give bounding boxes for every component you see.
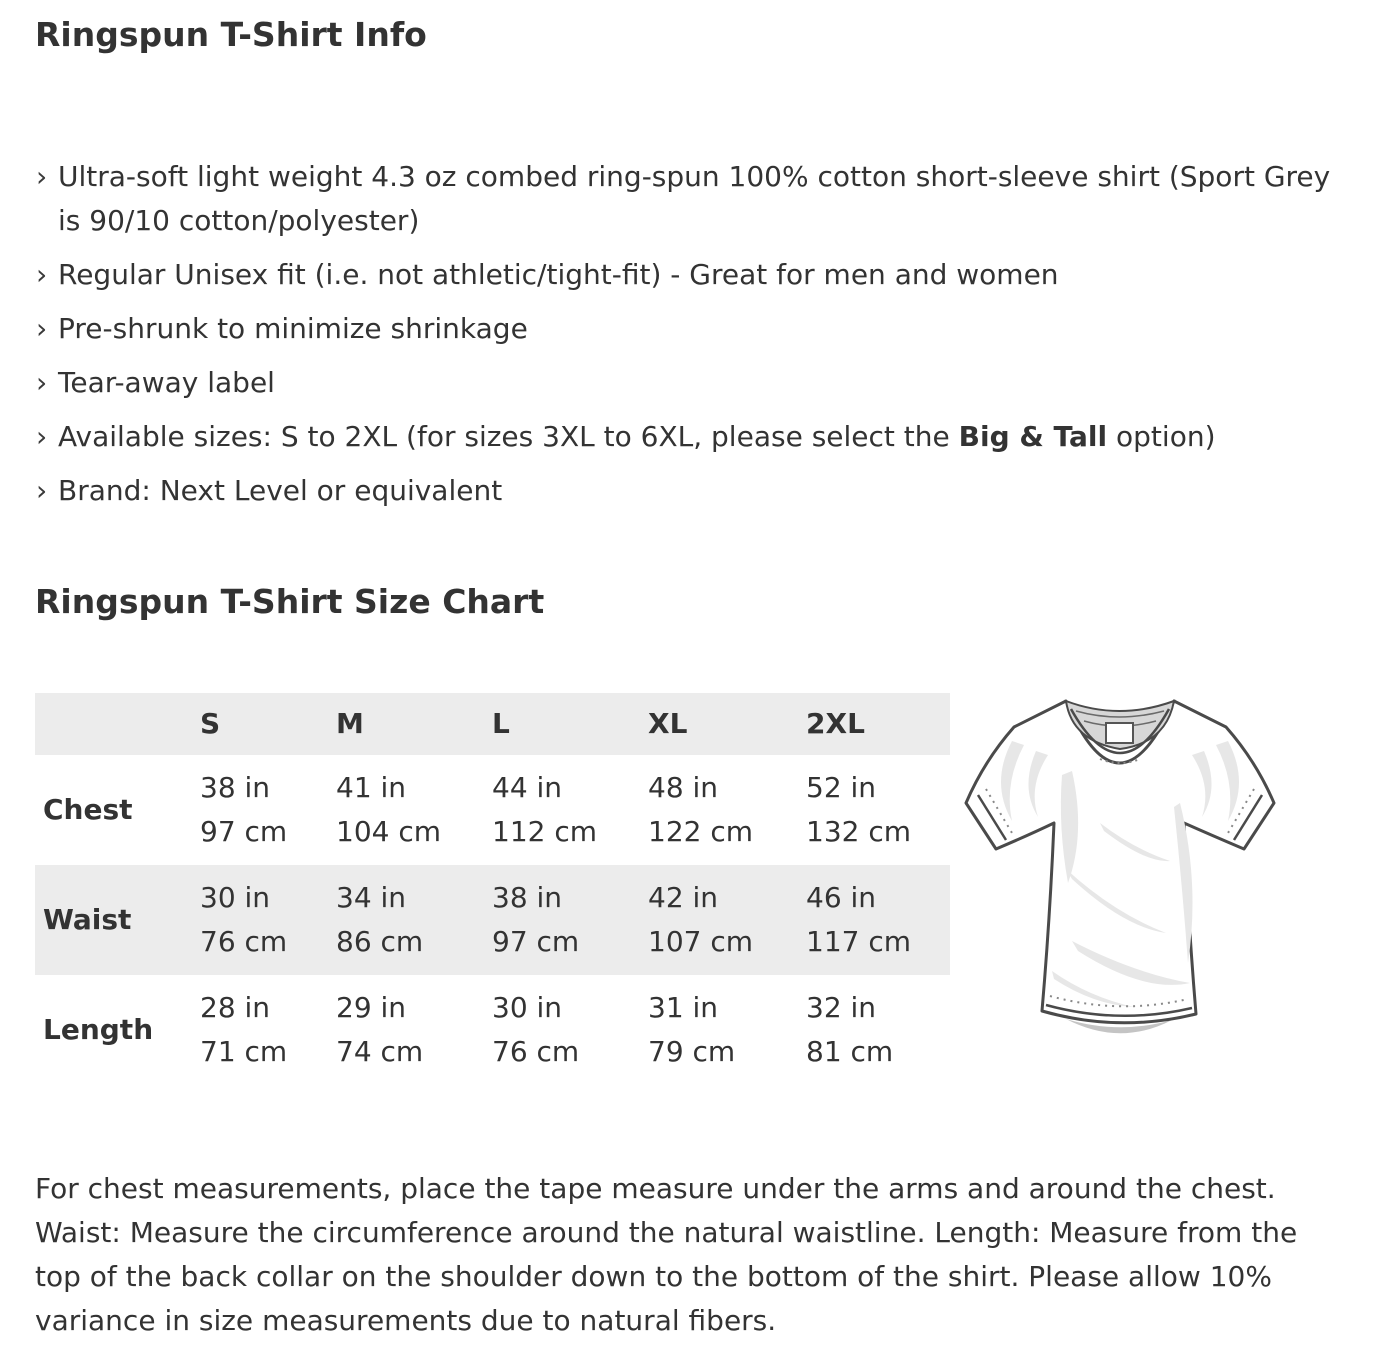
column-header: L — [492, 707, 510, 740]
value-in: 38 in — [492, 880, 563, 914]
row-label: Chest — [43, 793, 133, 826]
column-header: 2XL — [806, 707, 865, 740]
value-in: 31 in — [648, 990, 719, 1024]
table-cell — [492, 755, 648, 865]
column-header: M — [336, 707, 364, 740]
bullet-icon: › — [36, 474, 48, 508]
value-cm: 112 cm — [492, 814, 598, 848]
value-cm: 71 cm — [200, 1034, 288, 1068]
table-cell — [336, 975, 492, 1085]
value-cm: 76 cm — [492, 1034, 580, 1068]
row-label: Length — [43, 1013, 154, 1046]
value-cm: 86 cm — [336, 924, 424, 958]
list-item — [35, 415, 1345, 459]
list-item — [35, 307, 1345, 351]
list-item — [35, 469, 1345, 513]
table-cell — [336, 865, 492, 975]
value-cm: 132 cm — [806, 814, 912, 848]
column-header: S — [200, 707, 221, 740]
value-in: 29 in — [336, 990, 407, 1024]
table-cell — [200, 755, 336, 865]
table-cell — [492, 865, 648, 975]
feature-text-bold: Big & Tall — [958, 420, 1108, 454]
bullet-icon: › — [36, 420, 48, 454]
table-cell — [648, 865, 806, 975]
table-cell — [648, 975, 806, 1085]
value-cm: 117 cm — [806, 924, 912, 958]
table-row-waist — [35, 865, 950, 975]
value-in: 48 in — [648, 770, 719, 804]
table-cell — [806, 975, 950, 1085]
value-cm: 79 cm — [648, 1034, 736, 1068]
table-header-row — [35, 693, 950, 755]
feature-text: Regular Unisex fit (i.e. not athletic/tight-fit) - Great for men and women — [58, 258, 1059, 292]
feature-text: Ultra-soft light weight 4.3 oz combed ring-spun 100% cotton short-sleeve shirt (Sport Grey is 90/10 cotton/polyester) — [58, 160, 1331, 238]
row-label: Waist — [43, 903, 132, 936]
value-in: 44 in — [492, 770, 563, 804]
feature-text: Tear-away label — [58, 366, 275, 400]
table-cell — [648, 755, 806, 865]
column-header: XL — [648, 707, 688, 740]
value-in: 28 in — [200, 990, 271, 1024]
bullet-icon: › — [36, 258, 48, 292]
feature-text: Available sizes: S to 2XL (for sizes 3XL to 6XL, please select the — [58, 420, 959, 454]
value-cm: 97 cm — [200, 814, 288, 848]
value-in: 30 in — [200, 880, 271, 914]
size-chart-corner-cell — [35, 693, 200, 755]
list-item — [35, 361, 1345, 405]
table-cell — [200, 975, 336, 1085]
table-row-chest — [35, 755, 950, 865]
bullet-icon: › — [36, 160, 48, 194]
table-cell — [806, 865, 950, 975]
value-cm: 81 cm — [806, 1034, 894, 1068]
measurement-note: For chest measurements, place the tape measure under the arms and around the chest. Waist: Measure the circumference around the natural waistline. Length: Measure from the top of the back collar on the shoulder down to the bottom of the shirt. Please allow 10% variance in size measurements due to natural fibers. — [35, 1171, 1298, 1337]
table-cell — [336, 755, 492, 865]
list-item — [35, 155, 1345, 243]
feature-list — [35, 155, 1345, 513]
feature-text: Pre-shrunk to minimize shrinkage — [58, 312, 528, 346]
value-cm: 107 cm — [648, 924, 754, 958]
bullet-icon: › — [36, 366, 48, 400]
value-in: 38 in — [200, 770, 271, 804]
tshirt-icon — [954, 683, 1286, 1068]
table-row-length — [35, 975, 950, 1085]
feature-text: option) — [1107, 420, 1216, 454]
feature-text: Brand: Next Level or equivalent — [58, 474, 503, 508]
list-item — [35, 253, 1345, 297]
value-cm: 76 cm — [200, 924, 288, 958]
value-cm: 74 cm — [336, 1034, 424, 1068]
value-in: 52 in — [806, 770, 877, 804]
value-cm: 97 cm — [492, 924, 580, 958]
value-in: 41 in — [336, 770, 407, 804]
value-in: 42 in — [648, 880, 719, 914]
table-cell — [200, 865, 336, 975]
size-chart-table — [35, 693, 950, 1085]
size-chart-section — [35, 693, 1345, 1085]
table-cell — [492, 975, 648, 1085]
size-chart-heading: Ringspun T-Shirt Size Chart — [35, 582, 545, 622]
tshirt-illustration — [954, 683, 1286, 1072]
value-cm: 122 cm — [648, 814, 754, 848]
value-in: 30 in — [492, 990, 563, 1024]
bullet-icon: › — [36, 312, 48, 346]
value-in: 46 in — [806, 880, 877, 914]
value-in: 32 in — [806, 990, 877, 1024]
table-cell — [806, 755, 950, 865]
value-in: 34 in — [336, 880, 407, 914]
value-cm: 104 cm — [336, 814, 442, 848]
info-heading: Ringspun T-Shirt Info — [35, 15, 427, 54]
